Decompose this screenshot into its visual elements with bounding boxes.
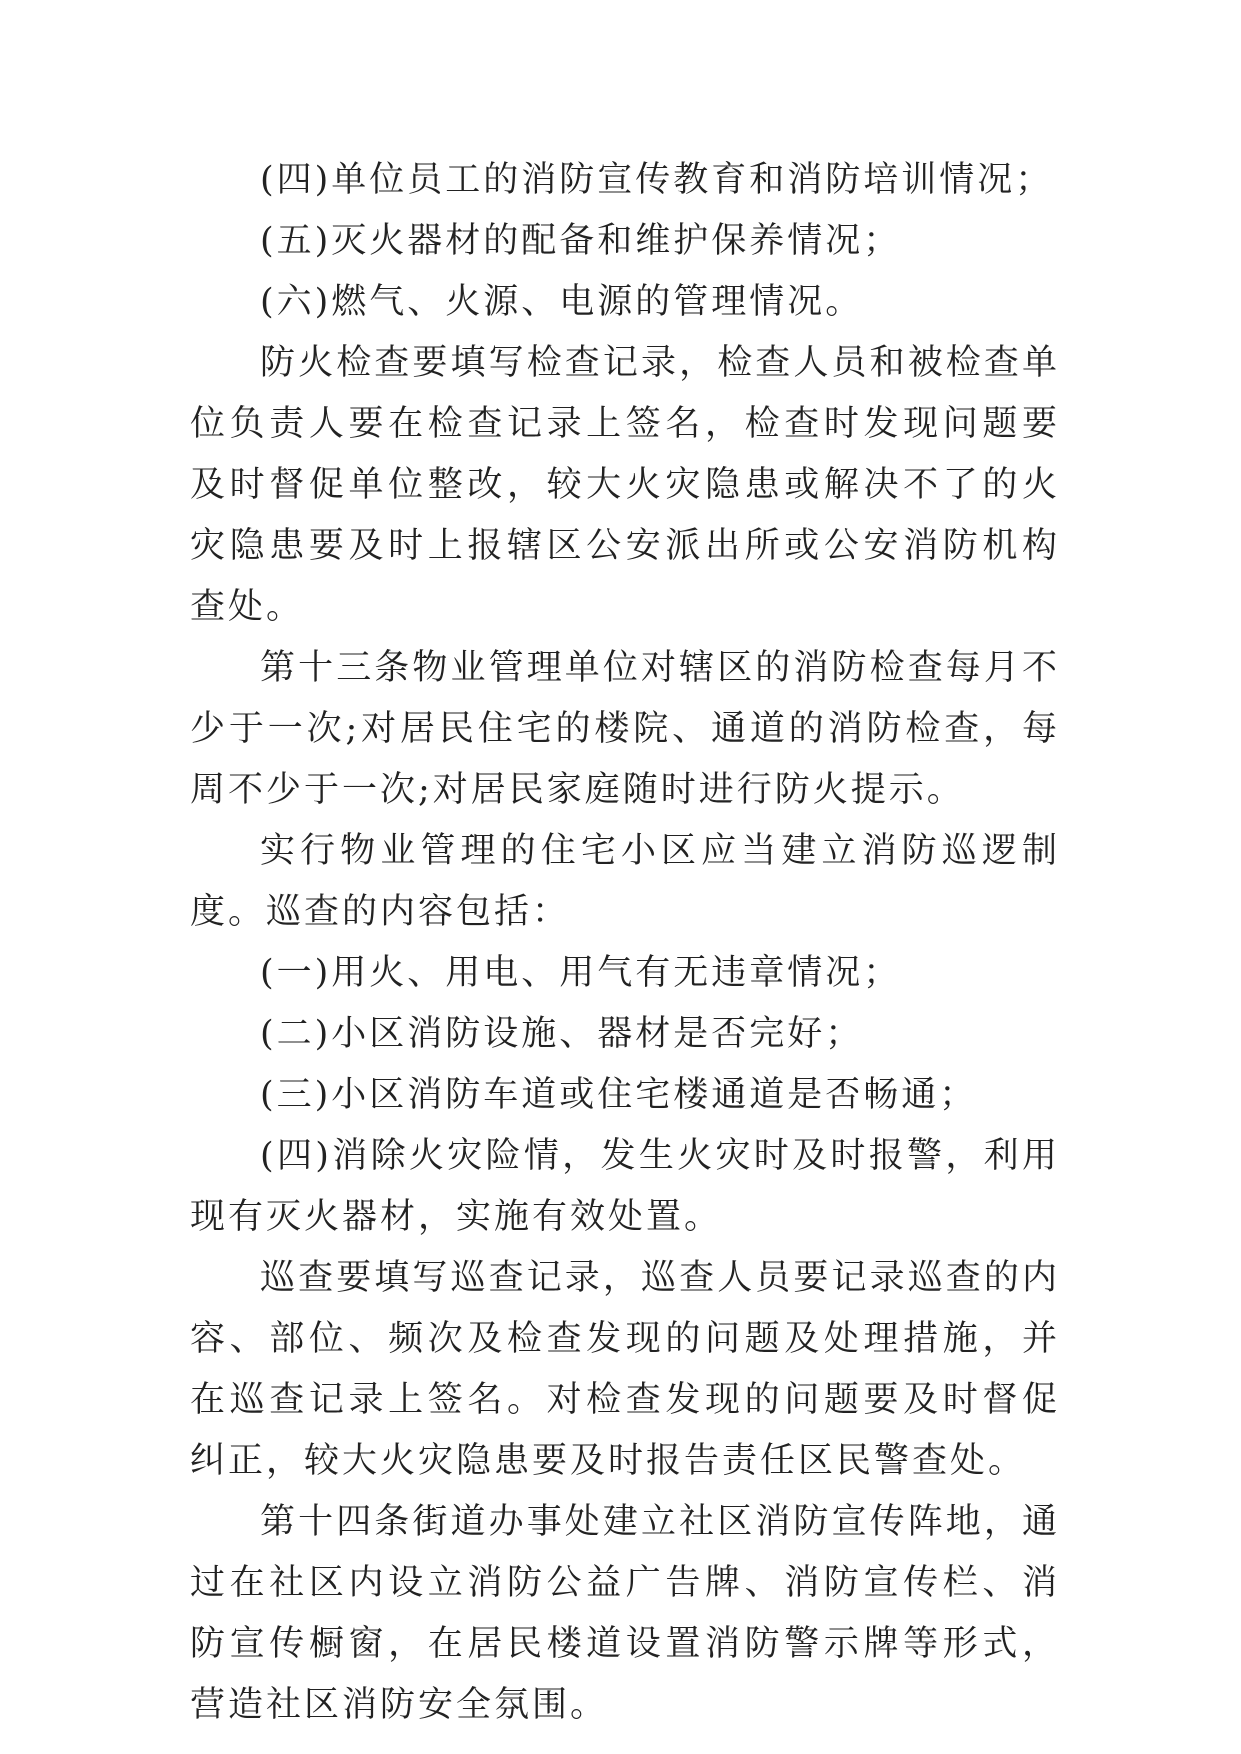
paragraph-patrol-record: 巡查要填写巡查记录，巡查人员要记录巡查的内容、部位、频次及检查发现的问题及处理措施，并在巡查记录上签名。对检查发现的问题要及时督促纠正，较大火灾隐患要及时报告责任区民警查处。 xyxy=(190,1258,1060,1481)
paragraph-article-13: 第十三条物业管理单位对辖区的消防检查每月不少于一次;对居民住宅的楼院、通道的消防检查，每周不少于一次;对居民家庭随时进行防火提示。 xyxy=(190,648,1060,810)
paragraph-article-14: 第十四条街道办事处建立社区消防宣传阵地，通过在社区内设立消防公益广告牌、消防宣传栏、消防宣传橱窗，在居民楼道设置消防警示牌等形式，营造社区消防安全氛围。 xyxy=(190,1502,1060,1725)
paragraph-inspection-record: 防火检查要填写检查记录，检查人员和被检查单位负责人要在检查记录上签名，检查时发现问题要及时督促单位整改，较大火灾隐患或解决不了的火灾隐患要及时上报辖区公安派出所或公安消防机构查处。 xyxy=(190,343,1060,627)
list-item-passages: (三)小区消防车道或住宅楼通道是否畅通； xyxy=(260,1075,978,1115)
list-item-gas-fire-power: (六)燃气、火源、电源的管理情况。 xyxy=(260,282,864,322)
document-body xyxy=(190,150,1060,1736)
list-item-fire-equipment: (五)灭火器材的配备和维护保养情况； xyxy=(260,221,902,261)
list-item-fire-training: (四)单位员工的消防宣传教育和消防培训情况； xyxy=(260,160,1054,200)
paragraph-patrol-system: 实行物业管理的住宅小区应当建立消防巡逻制度。巡查的内容包括： xyxy=(190,831,1060,932)
list-item-facilities: (二)小区消防设施、器材是否完好； xyxy=(260,1014,864,1054)
list-item-violations: (一)用火、用电、用气有无违章情况； xyxy=(260,953,902,993)
list-item-fire-response: (四)消除火灾险情，发生火灾时及时报警，利用现有灭火器材，实施有效处置。 xyxy=(190,1136,1060,1237)
